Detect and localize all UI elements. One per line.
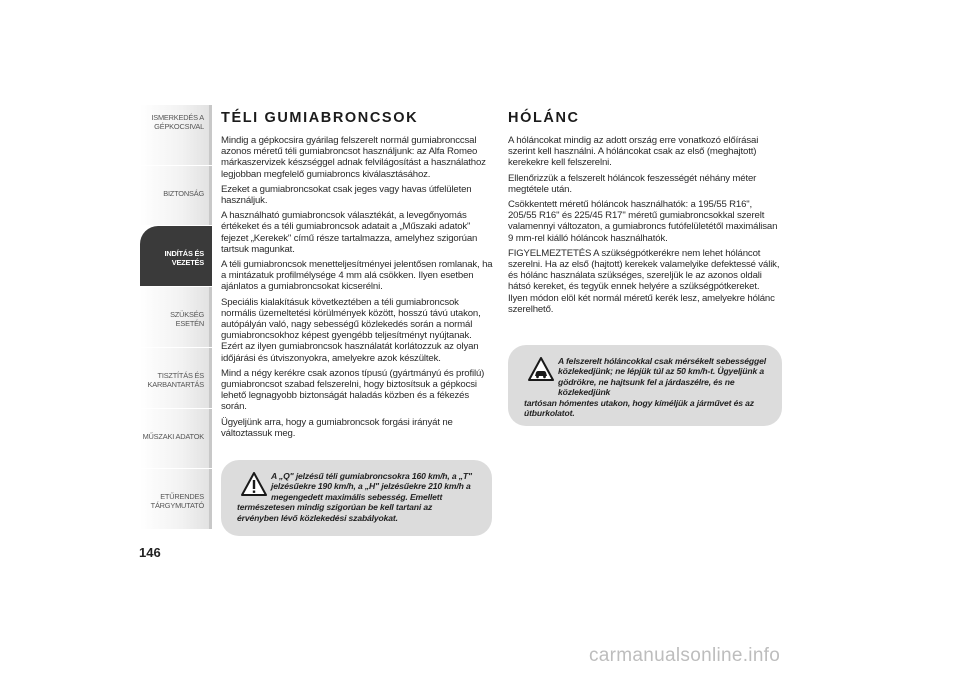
paragraph: Mindig a gépkocsira gyárilag felszerelt normál gumiabronccsal azonos méretű téli gumiabroncsot használjunk: az Alfa Romeo márkaszervizek készséggel adnak felvilágosítást a használathoz legjobban megfelelő gumiabroncs kiválasztásához. <box>221 135 486 180</box>
nav-tab-muszaki-adatok[interactable] <box>140 409 212 469</box>
warning-lead: A „Q" jelzésű téli gumiabroncsokra 160 km/h, a „T" jelzésűekre 190 km/h, a „H" jelzésűekre 210 km/h a megengedett maximális sebesség. Emellett <box>271 471 472 502</box>
nav-tab-label: BIZTONSÁG <box>163 188 204 198</box>
paragraph: FIGYELMEZTETÉS A szükségpótkerékre nem lehet hóláncot szerelni. Ha az első (hajtott) kerekek valamelyike defektessé válik, és hólánc használata szükséges, szereljük le az azonos oldali hátsó kereket, és tegyük ennek helyére a szükségpótkereket. Ilyen módon elöl két normál méretű kerék lesz, amelyekre hólánc szerelhető. <box>508 247 780 315</box>
paragraph: Mind a négy kerékre csak azonos típusú (gyártmányú és profilú) gumiabroncsot szabad felszerelni, hogy biztosítsuk a gépkocsi lehető legnagyobb biztonságát haladás közben és a fékezés során. <box>221 367 485 413</box>
snow-chains-section <box>508 110 780 319</box>
section-title: HÓLÁNC <box>508 110 580 126</box>
warning-rest: természetesen mindig szigorúan be kell tartani az érvényben lévő közlekedési szabályokat. <box>237 502 433 523</box>
speed-warning-box <box>221 460 492 536</box>
paragraph: Ezeket a gumiabroncsokat csak jeges vagy havas útfelületen használjuk. <box>221 183 472 207</box>
snow-chain-warning-box <box>508 345 782 426</box>
page-number: 146 <box>139 545 161 560</box>
nav-tab-label: SZÜKSÉG ESETÉN <box>170 310 204 329</box>
nav-tab-szukseg-eseten[interactable] <box>140 287 212 347</box>
nav-tab-label: INDÍTÁS ÉS VEZETÉS <box>164 249 204 268</box>
car-warning-triangle-icon <box>528 357 554 381</box>
nav-tab-label: ISMERKEDÉS A GÉPKOCSIVAL <box>151 113 204 131</box>
nav-tab-ismerkedes[interactable] <box>140 105 212 165</box>
warning-text <box>524 356 766 418</box>
watermark: carmanualsonline.info <box>589 645 781 666</box>
warning-text <box>237 471 476 523</box>
warning-rest: tartósan hómentes utakon, hogy kíméljük a járművet és az útburkolatot. <box>524 397 754 419</box>
nav-tab-inditas-es-vezetes[interactable] <box>140 226 212 286</box>
paragraph: Ügyeljünk arra, hogy a gumiabroncsok forgási irányát ne változtassuk meg. <box>221 416 453 439</box>
paragraph: Ellenőrizzük a felszerelt hóláncok feszességét néhány méter megtétele után. <box>508 172 757 195</box>
paragraph: A téli gumiabroncsok menetteljesítményei jelentősen romlanak, ha a mintázatuk profilmélysége 4 mm alá csökken. Ilyen esetben ajánlatos a gumiabroncsokat kicserélni. <box>221 259 493 293</box>
nav-tab-label: TISZTÍTÁS ÉS KARBANTARTÁS <box>147 370 204 389</box>
warning-lead: A felszerelt hóláncokkal csak mérsékelt sebességgel közlekedjünk; ne lépjük túl az 50 km/h-t. Ügyeljünk a gödrökre, ne hajtsunk fel a járdaszélre, és ne közlekedjünk <box>558 356 766 398</box>
paragraph: Csökkentett méretű hóláncok használhatók: a 195/55 R16", 205/55 R16" és 225/45 R17" méretű gumiabroncsokkal szerelt valamennyi változaton, a gumiabroncs futófelületétől maximálisan 9 mm-rel kiálló hóláncok használhatók. <box>508 199 778 244</box>
chapter-nav <box>140 105 212 530</box>
winter-tyres-section <box>221 110 493 443</box>
nav-tab-tisztitas[interactable] <box>140 348 212 408</box>
paragraph: A használható gumiabroncsok választékát, a levegőnyomás értékeket és a téli gumiabroncsok adatait a „Műszaki adatok" fejezet „Kerekek" című része tartalmazza, amelyhez szigorúan tartsuk magunkat. <box>221 210 478 255</box>
section-title: TÉLI GUMIABRONCSOK <box>221 110 419 126</box>
paragraph: Speciális kialakításuk következtében a téli gumiabroncsok normális üzemeltetési körülmények között, hosszú távú utakon, autópályán való, nagy sebességű közlekedés során a normál gumiabroncsokhoz képest gyengébb teljesítményt nyújtanak. Ezért az ilyen gumiabroncsok használatát korlátozzuk az olyan időjárási és útviszonyokra, amelyekre azok készültek. <box>221 296 481 364</box>
warning-triangle-icon <box>241 472 267 496</box>
nav-tab-label: MŰSZAKI ADATOK <box>142 431 204 441</box>
nav-tab-label: ETŰRENDES TÁRGYMUTATÓ <box>150 492 204 511</box>
paragraph: A hóláncokat mindig az adott ország erre vonatkozó előírásai szerint kell használni. A hóláncokat csak az első (meghajtott) kerekekre kell felszerelni. <box>508 135 759 169</box>
nav-tab-targymutato[interactable] <box>140 469 212 529</box>
nav-tab-biztonsag[interactable] <box>140 166 212 226</box>
